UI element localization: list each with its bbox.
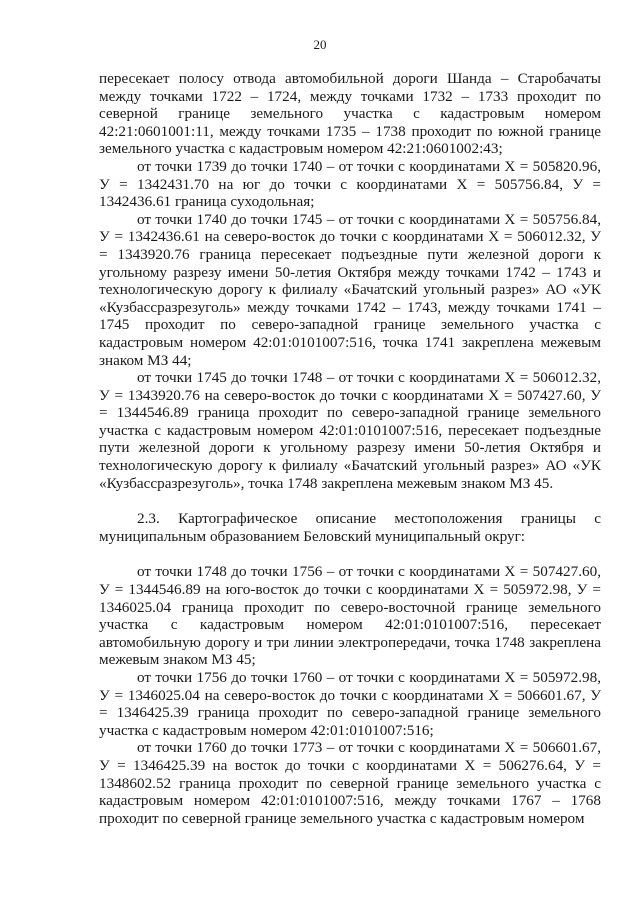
document-body xyxy=(99,70,601,827)
paragraph-segment-1748-1756: от точки 1748 до точки 1756 – от точки с координатами Х = 507427.60, У = 1344546.89 на юго-восток до точки с координатами Х = 505972.98, У = 1346025.04 граница проходит по северо-восточной границе земельного участка с кадастровым номером 42:01:0101007:516, пересекает автомобильную дорогу и три линии электропередачи, точка 1748 закреплена межевым знаком МЗ 45; xyxy=(99,563,601,669)
paragraph-segment-1745-1748: от точки 1745 до точки 1748 – от точки с координатами Х = 506012.32, У = 1343920.76 на северо-восток до точки с координатами Х = 507427.60, У = 1344546.89 граница проходит по северо-западной границе земельного участка с кадастровым номером 42:01:0101007:516, пересекает подъездные пути железной дороги к угольному разрезу имени 50-летия Октября и технологическую дорогу к филиалу «Бачатский угольный разрез» АО «УК «Кузбассразрезуголь», точка 1748 закреплена межевым знаком МЗ 45. xyxy=(99,369,601,492)
paragraph-segment-1740-1745: от точки 1740 до точки 1745 – от точки с координатами Х = 505756.84, У = 1342436.61 на северо-восток до точки с координатами Х = 506012.32, У = 1343920.76 граница пересекает подъездные пути железной дороги к угольному разрезу имени 50-летия Октября между точками 1742 – 1743 и технологическую дорогу к филиалу «Бачатский угольный разрез» АО «УК «Кузбассразрезуголь» между точками 1742 – 1743, между точками 1741 – 1745 проходит по северо-западной границе земельного участка с кадастровым номером 42:01:0101007:516, точка 1741 закреплена межевым знаком МЗ 44; xyxy=(99,210,601,369)
paragraph-segment-1760-1773: от точки 1760 до точки 1773 – от точки с координатами Х = 506601.67, У = 1346425.39 на восток до точки с координатами Х = 506276.64, У = 1348602.52 граница проходит по северной границе земельного участка с кадастровым номером 42:01:0101007:516, между точками 1767 – 1768 проходит по северной границе земельного участка с кадастровым номером xyxy=(99,739,601,827)
paragraph-segment-1739-1740: от точки 1739 до точки 1740 – от точки с координатами Х = 505820.96, У = 1342431.70 на юг до точки с координатами Х = 505756.84, У = 1342436.61 граница суходольная; xyxy=(99,157,601,211)
paragraph-continuation: пересекает полосу отвода автомобильной дороги Шанда – Старобачаты между точками 1722 – 1724, между точками 1732 – 1733 проходит по северной границе земельного участка с кадастровым номером 42:21:0601001:11, между точками 1735 – 1738 проходит по южной границе земельного участка с кадастровым номером 42:21:0601002:43; xyxy=(99,70,601,158)
paragraph-segment-1756-1760: от точки 1756 до точки 1760 – от точки с координатами Х = 505972.98, У = 1346025.04 на северо-восток до точки с координатами Х = 506601.67, У = 1346425.39 граница проходит по северо-западной границе земельного участка с кадастровым номером 42:01:0101007:516; xyxy=(99,669,601,739)
page-number: 20 xyxy=(313,37,327,52)
section-heading-2-3: 2.3. Картографическое описание местоположения границы с муниципальным образованием Беловский муниципальный округ: xyxy=(99,510,601,545)
